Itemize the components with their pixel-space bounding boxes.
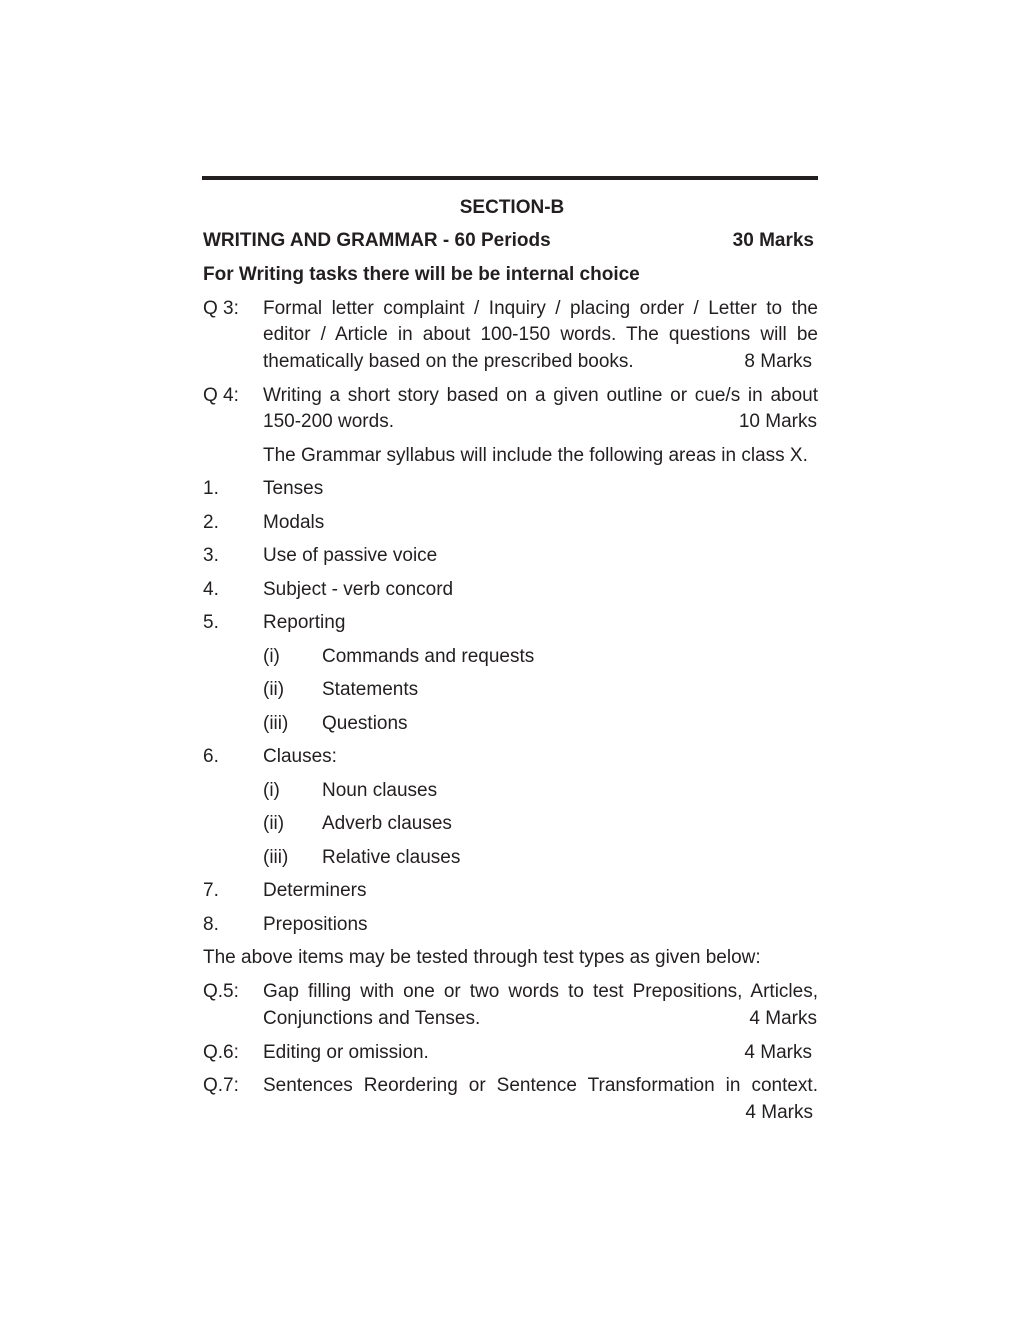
q3-line: thematically based on the prescribed books. [263, 351, 634, 372]
subheading: For Writing tasks there will be be internal choice [203, 264, 640, 285]
q6-label: Q.6: [203, 1042, 239, 1063]
q4-line: Writing a short story based on a given outline or cue/s in about [263, 385, 818, 406]
item-text: Modals [263, 512, 325, 533]
q3-line: Formal letter complaint / Inquiry / placing order / Letter to the [263, 298, 818, 319]
item-number: 5. [203, 612, 219, 633]
item-number: 7. [203, 880, 219, 901]
subitem-number: (iii) [263, 847, 289, 868]
q3-label: Q 3: [203, 298, 239, 319]
q6-marks: 4 Marks [744, 1042, 812, 1063]
q7-label: Q.7: [203, 1075, 239, 1096]
item-number: 8. [203, 914, 219, 935]
q4-marks: 10 Marks [738, 411, 817, 432]
q7-marks: 4 Marks [745, 1102, 813, 1123]
q3-marks: 8 Marks [744, 351, 812, 372]
heading-title: WRITING AND GRAMMAR - 60 Periods [203, 230, 551, 251]
test-intro: The above items may be tested through test types as given below: [203, 947, 761, 968]
subitem-text: Relative clauses [322, 847, 461, 868]
item-text: Tenses [263, 478, 324, 499]
item-text: Clauses: [263, 746, 337, 767]
q4-label: Q 4: [203, 385, 239, 406]
section-title: SECTION-B [459, 197, 565, 218]
heading-marks: 30 Marks [732, 230, 814, 251]
subitem-number: (i) [263, 646, 280, 667]
item-number: 2. [203, 512, 219, 533]
item-text: Prepositions [263, 914, 368, 935]
q4-line: 150-200 words. [263, 411, 394, 432]
item-text: Use of passive voice [263, 545, 438, 566]
q5-line: Gap filling with one or two words to test Prepositions, Articles, [263, 981, 818, 1002]
subitem-text: Adverb clauses [322, 813, 452, 834]
subitem-text: Commands and requests [322, 646, 535, 667]
q6-line: Editing or omission. [263, 1042, 429, 1063]
grammar-intro: The Grammar syllabus will include the following areas in class X. [263, 445, 808, 466]
item-number: 4. [203, 579, 219, 600]
q7-line: Sentences Reordering or Sentence Transformation in context. [263, 1075, 818, 1096]
item-text: Subject - verb concord [263, 579, 454, 600]
subitem-number: (ii) [263, 679, 285, 700]
subitem-text: Noun clauses [322, 780, 438, 801]
item-text: Reporting [263, 612, 346, 633]
top-rule [202, 176, 818, 180]
subitem-number: (ii) [263, 813, 285, 834]
q5-line: Conjunctions and Tenses. [263, 1008, 481, 1029]
subitem-number: (i) [263, 780, 280, 801]
subitem-number: (iii) [263, 713, 289, 734]
item-number: 3. [203, 545, 219, 566]
item-number: 6. [203, 746, 219, 767]
item-number: 1. [203, 478, 219, 499]
item-text: Determiners [263, 880, 367, 901]
subitem-text: Statements [322, 679, 419, 700]
q3-line: editor / Article in about 100-150 words. The questions will be [263, 324, 818, 345]
q5-marks: 4 Marks [749, 1008, 817, 1029]
q5-label: Q.5: [203, 981, 239, 1002]
subitem-text: Questions [322, 713, 408, 734]
